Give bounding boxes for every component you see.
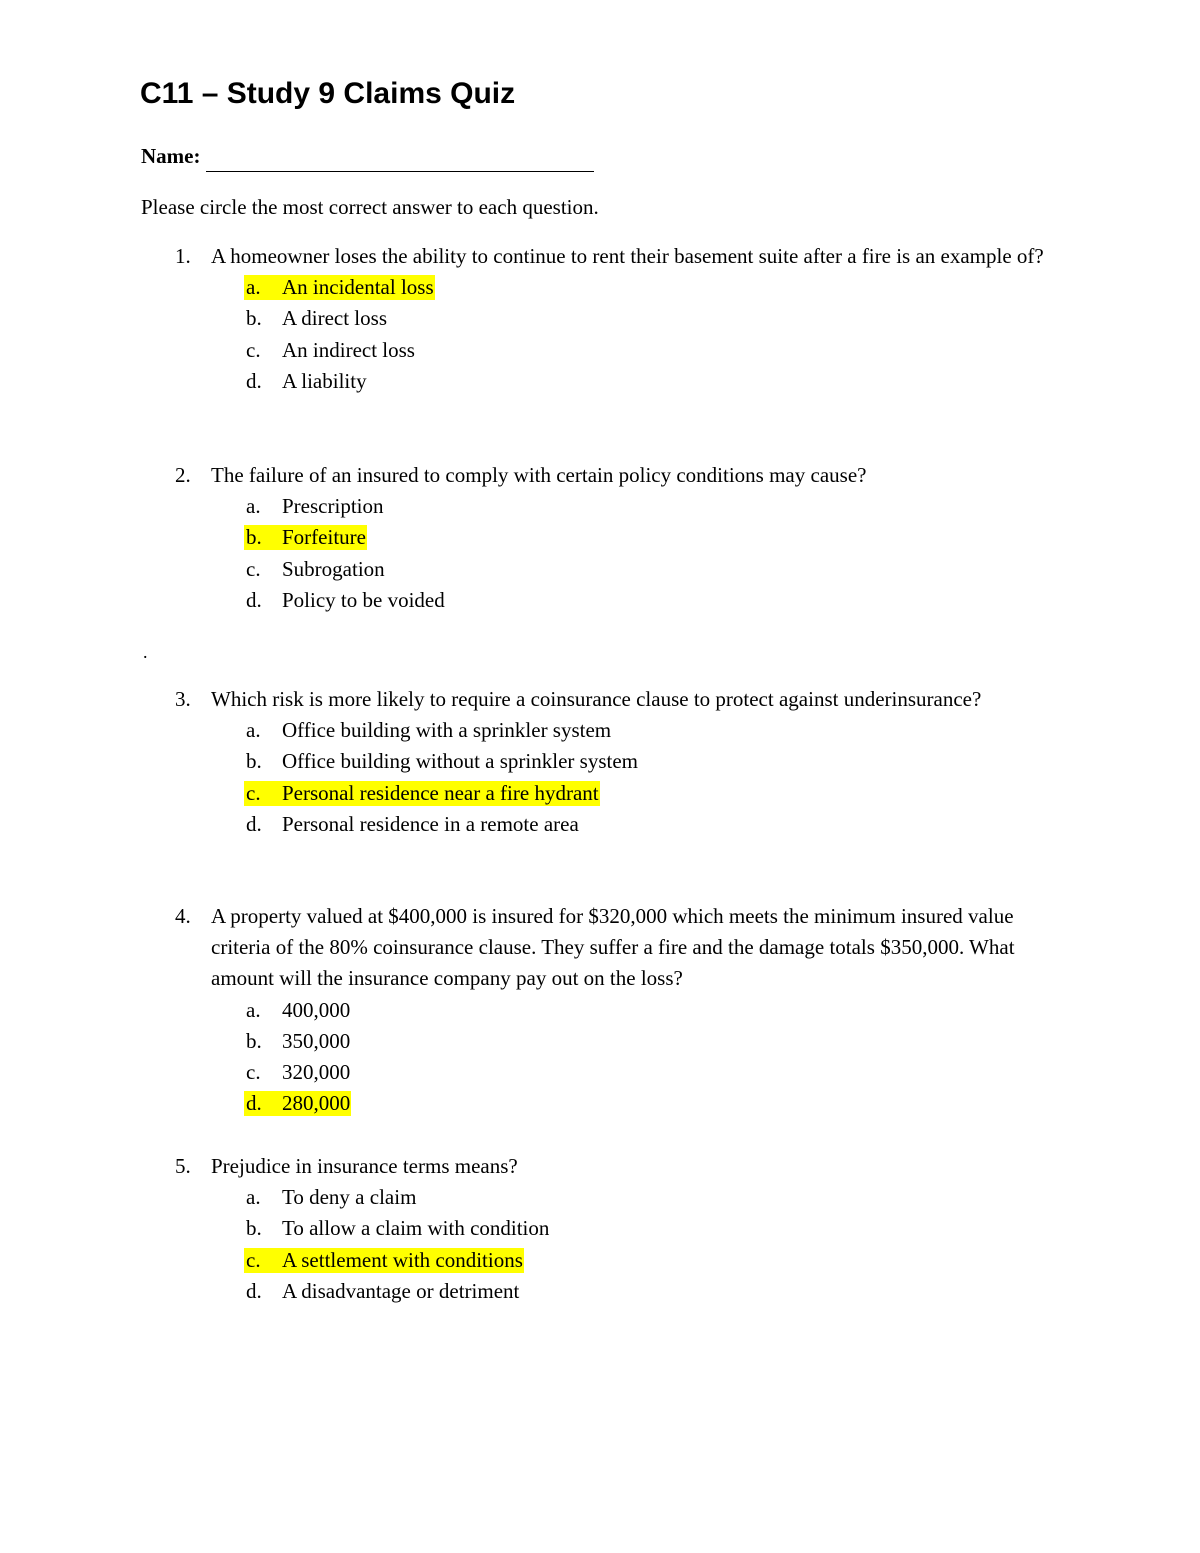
question-stem — [0, 901, 1071, 995]
option-letter: d. — [246, 811, 262, 836]
answer-option-a[interactable] — [0, 715, 1200, 746]
answer-option-a[interactable] — [0, 1182, 1200, 1213]
name-field-row — [141, 141, 594, 172]
option-letter: b. — [246, 306, 262, 331]
question-number: 1. — [175, 244, 191, 268]
option-letter: b. — [246, 1216, 262, 1241]
question-1 — [0, 241, 1200, 397]
option-letter: a. — [246, 997, 261, 1022]
question-number: 2. — [175, 463, 191, 487]
answer-option-d[interactable] — [0, 366, 1200, 397]
option-letter: a. — [246, 718, 261, 743]
question-5 — [0, 1151, 1200, 1307]
question-stem — [0, 241, 1071, 272]
option-letter: c. — [246, 556, 261, 581]
option-letter: a. — [246, 494, 261, 519]
answer-options — [0, 491, 1200, 616]
answer-option-d[interactable] — [0, 1276, 1200, 1307]
option-text: An incidental loss — [282, 275, 434, 300]
option-text: 320,000 — [282, 1059, 351, 1084]
option-text: Personal residence near a fire hydrant — [282, 780, 599, 805]
question-number: 5. — [175, 1154, 191, 1178]
answer-option-a[interactable] — [0, 272, 1200, 303]
option-text: Office building without a sprinkler system — [282, 749, 638, 774]
option-letter: a. — [246, 1185, 261, 1210]
answer-option-b[interactable] — [0, 1026, 1200, 1057]
question-stem — [0, 460, 1071, 491]
question-stem — [0, 1151, 1071, 1182]
option-text: 280,000 — [282, 1091, 351, 1116]
answer-option-b[interactable] — [0, 522, 1200, 553]
answer-options — [0, 715, 1200, 840]
option-text: A disadvantage or detriment — [282, 1278, 520, 1303]
option-text: A settlement with conditions — [282, 1247, 523, 1272]
option-letter: d. — [246, 1278, 262, 1303]
option-text: Subrogation — [282, 556, 385, 581]
document-title: C11 – Study 9 Claims Quiz — [140, 77, 516, 110]
answer-option-c[interactable] — [0, 335, 1200, 366]
option-letter: d. — [246, 587, 262, 612]
question-text: Prejudice in insurance terms means? — [211, 1154, 518, 1178]
option-text: 400,000 — [282, 997, 351, 1022]
option-text: Forfeiture — [282, 525, 366, 550]
option-letter: b. — [246, 525, 262, 550]
answer-option-d[interactable] — [0, 1088, 1200, 1119]
answer-options — [0, 1182, 1200, 1307]
option-text: Policy to be voided — [282, 587, 445, 612]
answer-option-c[interactable] — [0, 1057, 1200, 1088]
option-letter: d. — [246, 1091, 262, 1116]
option-text: An indirect loss — [282, 337, 415, 362]
answer-option-b[interactable] — [0, 746, 1200, 777]
option-letter: d. — [246, 368, 262, 393]
option-text: Personal residence in a remote area — [282, 811, 579, 836]
option-letter: c. — [246, 1247, 261, 1272]
name-label: Name: — [141, 144, 201, 168]
question-number: 3. — [175, 687, 191, 711]
question-text: The failure of an insured to comply with certain policy conditions may cause? — [211, 463, 867, 487]
answer-option-b[interactable] — [0, 1213, 1200, 1244]
instructions-text: Please circle the most correct answer to each question. — [141, 195, 599, 219]
option-text: Prescription — [282, 494, 384, 519]
stray-mark: . — [143, 642, 148, 662]
option-letter: c. — [246, 337, 261, 362]
answer-option-c[interactable] — [0, 1245, 1200, 1276]
question-text: A homeowner loses the ability to continue to rent their basement suite after a fire is an example of? — [211, 244, 1044, 268]
answer-option-c[interactable] — [0, 778, 1200, 809]
name-blank-line[interactable] — [206, 147, 594, 172]
question-3 — [0, 684, 1200, 840]
question-stem — [0, 684, 1071, 715]
option-text: 350,000 — [282, 1028, 351, 1053]
question-text: Which risk is more likely to require a coinsurance clause to protect against underinsurance? — [211, 687, 982, 711]
answer-options — [0, 995, 1200, 1120]
option-text: Office building with a sprinkler system — [282, 718, 612, 743]
question-text: A property valued at $400,000 is insured for $320,000 which meets the minimum insured value criteria of the 80% coinsurance clause. They suffer a fire and the damage totals $350,000. What amount will the insurance company pay out on the loss? — [211, 904, 1015, 991]
option-letter: c. — [246, 1059, 261, 1084]
option-letter: c. — [246, 780, 261, 805]
answer-option-c[interactable] — [0, 554, 1200, 585]
answer-option-b[interactable] — [0, 303, 1200, 334]
option-text: To allow a claim with condition — [282, 1216, 550, 1241]
option-text: A direct loss — [282, 306, 387, 331]
question-number: 4. — [175, 904, 191, 928]
option-letter: b. — [246, 1028, 262, 1053]
answer-option-a[interactable] — [0, 995, 1200, 1026]
answer-option-d[interactable] — [0, 585, 1200, 616]
option-letter: b. — [246, 749, 262, 774]
answer-options — [0, 272, 1200, 397]
answer-option-d[interactable] — [0, 809, 1200, 840]
option-text: A liability — [282, 368, 367, 393]
question-4 — [0, 901, 1200, 1119]
answer-option-a[interactable] — [0, 491, 1200, 522]
option-letter: a. — [246, 275, 261, 300]
option-text: To deny a claim — [282, 1185, 417, 1210]
question-2 — [0, 460, 1200, 616]
